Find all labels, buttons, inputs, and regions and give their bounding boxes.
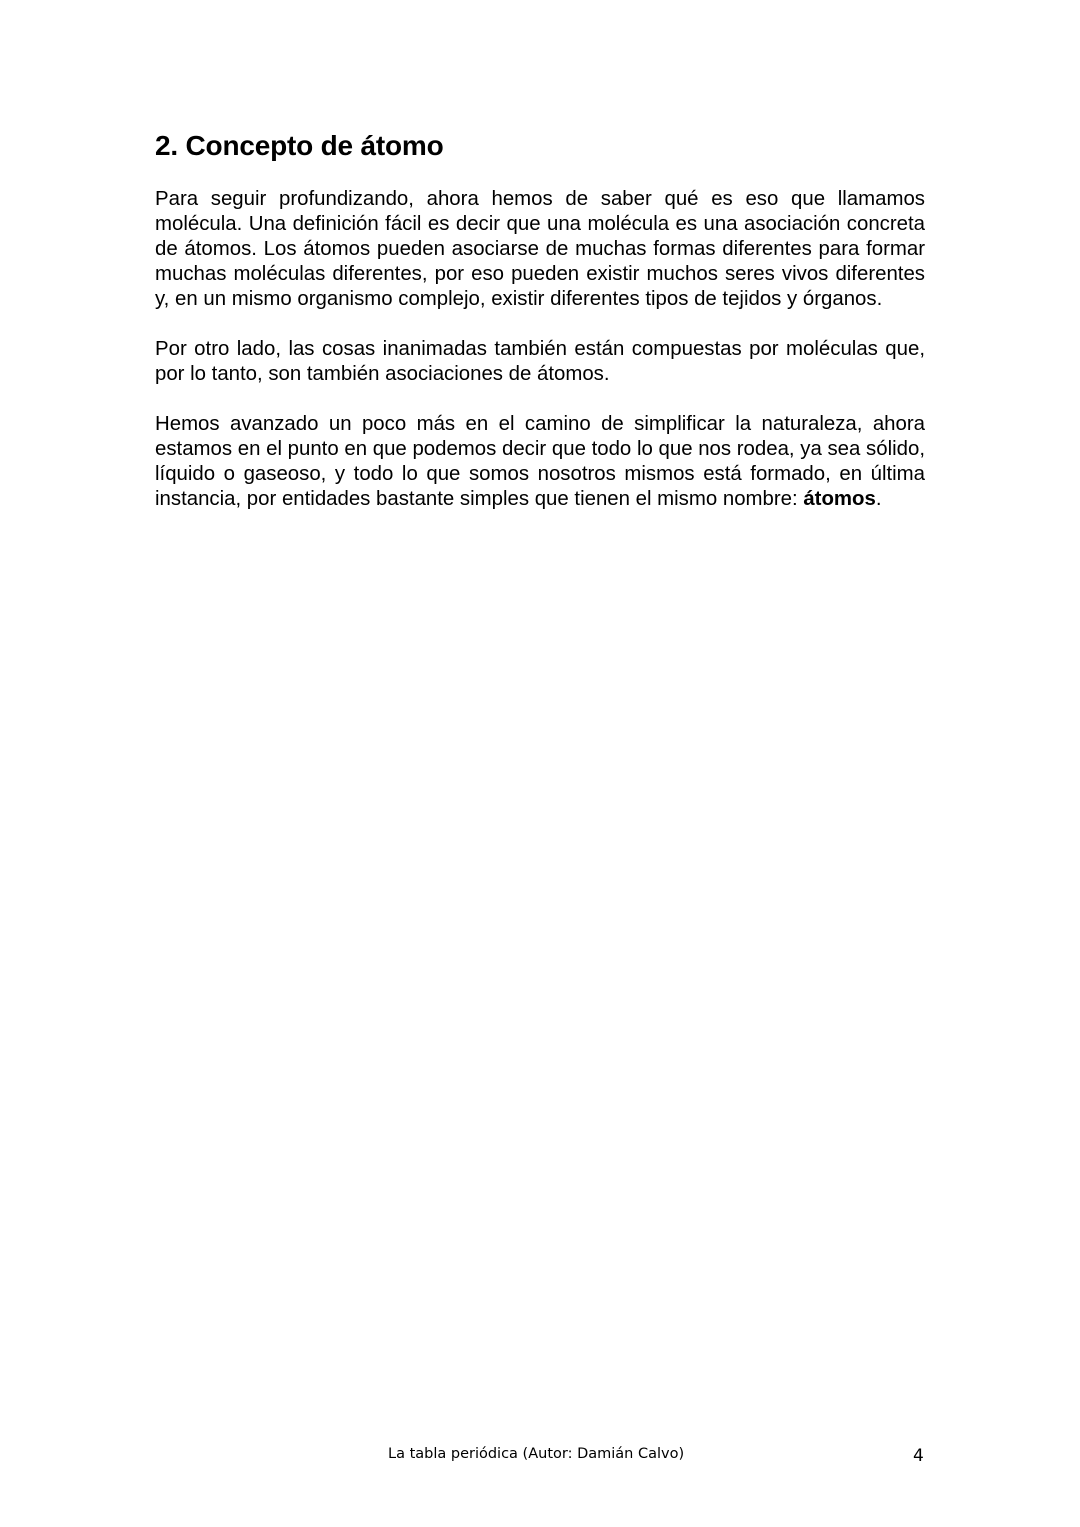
document-body bbox=[155, 187, 925, 537]
paragraph-conclusion bbox=[155, 412, 925, 512]
conclusion-period: . bbox=[875, 488, 882, 510]
paragraph-molecule-definition: Para seguir profundizando, ahora hemos de saber qué es eso que llamamos molécula. Una definición fácil es decir que una molécula es una asociación concreta de átomos. Los átomos pueden asociarse de muchas formas diferentes para formar muchas moléculas diferentes, por eso pueden existir muchos seres vivos diferentes y, en un mismo organismo complejo, existir diferentes tipos de tejidos y órganos. bbox=[155, 188, 925, 310]
page-number: 4 bbox=[913, 1446, 924, 1466]
footer-title: La tabla periódica (Autor: Damián Calvo) bbox=[388, 1446, 685, 1462]
paragraph-inanimate-things: Por otro lado, las cosas inanimadas también están compuestas por moléculas que, por lo tanto, son también asociaciones de átomos. bbox=[155, 338, 925, 385]
conclusion-text: Hemos avanzado un poco más en el camino de simplificar la naturaleza, ahora estamos en el punto en que podemos decir que todo lo que nos rodea, ya sea sólido, líquido o gaseoso, y todo lo que somos nosotros mismos está formado, en última instancia, por entidades bastante simples que tienen el mismo nombre: bbox=[155, 413, 925, 510]
section-title: 2. Concepto de átomo bbox=[155, 130, 444, 161]
emphasis-atoms: átomos bbox=[803, 488, 876, 510]
